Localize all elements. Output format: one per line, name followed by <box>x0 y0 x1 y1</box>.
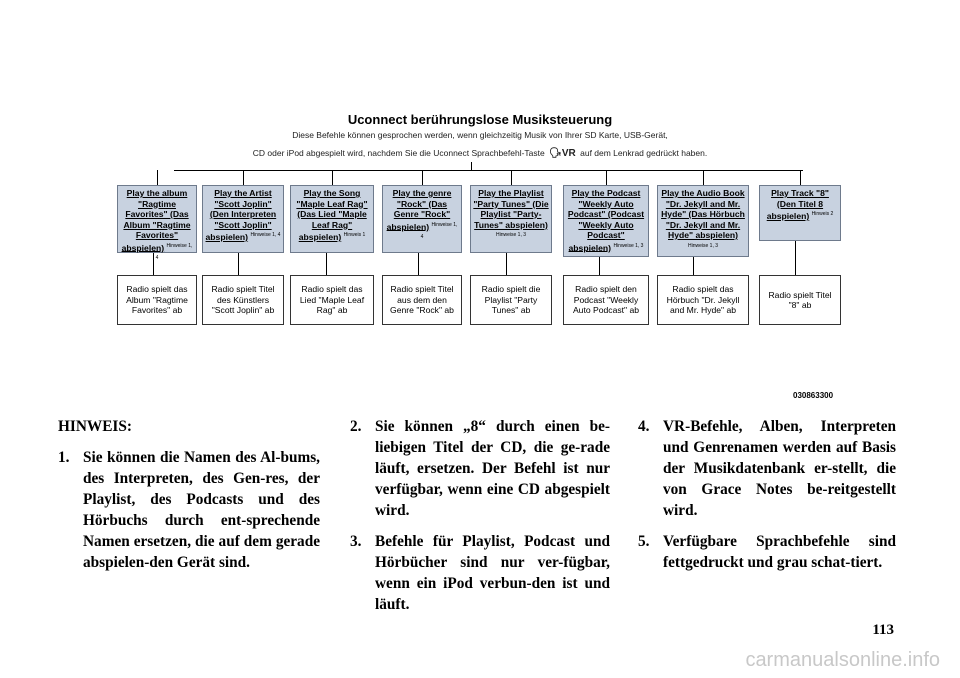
connector-response <box>238 253 239 275</box>
diagram-subtitle-line1: Diese Befehle können gesprochen werden, wenn gleichzeitig Musik von Ihrer SD Karte, USB-Gerät, <box>292 130 668 140</box>
connector-response <box>326 253 327 275</box>
note-text: Befehle für Playlist, Podcast und Hörbücher sind nur ver-fügbar, wenn ein iPod verbun-den ist und läuft. <box>375 533 610 613</box>
connector-response <box>418 253 419 275</box>
connector-response <box>693 257 694 275</box>
subtitle-text-a: CD oder iPod abgespielt wird, nachdem Sie die Uconnect Sprachbefehl-Taste <box>252 148 545 158</box>
note-item <box>638 416 896 521</box>
connector-bus <box>174 170 803 171</box>
voice-command-box <box>470 185 552 253</box>
connector-drop <box>800 170 801 185</box>
subtitle-text-b: auf dem Lenkrad gedrückt haben. <box>580 148 708 158</box>
radio-response-box: Radio spielt das Lied "Maple Leaf Rag" ab <box>290 275 374 325</box>
connector-response <box>795 241 796 275</box>
note-item <box>58 447 320 573</box>
notes-column-1 <box>58 416 320 583</box>
note-item <box>638 531 896 573</box>
command-hint-ref: Hinweise 1, 4 <box>250 232 281 238</box>
diagram-subtitle-line2 <box>0 148 960 159</box>
command-hint-ref: Hinweise 1, 4 <box>420 221 458 240</box>
page-number: 113 <box>872 622 894 638</box>
notes-heading: HINWEIS: <box>58 418 132 435</box>
radio-response-box: Radio spielt den Podcast "Weekly Auto Podcast" ab <box>563 275 649 325</box>
voice-command-text: Play the Audio Book "Dr. Jekyll and Mr. Hyde" (Das Hörbuch "Dr. Jekyll and Mr. Hyde" abspielen) <box>661 188 745 240</box>
connector-trunk <box>471 162 472 170</box>
note-text: Sie können die Namen des Al-bums, des Interpreten, des Gen-res, der Playlist, des Podcasts und des Hörbuchs durch ent-sprechende Namen ersetzen, die auf dem gerade abspielen-den Gerät sind. <box>83 449 320 571</box>
voice-command-box <box>382 185 462 253</box>
connector-drop <box>422 170 423 185</box>
radio-response-box: Radio spielt Titel aus dem den Genre "Rock" ab <box>382 275 462 325</box>
connector-response <box>153 253 154 275</box>
figure-code: 030863300 <box>793 391 834 400</box>
voice-command-box <box>117 185 197 261</box>
radio-response-box: Radio spielt das Album "Ragtime Favorites" ab <box>117 275 197 325</box>
connector-response <box>599 257 600 275</box>
voice-command-box <box>657 185 749 257</box>
note-number: 4. <box>638 418 650 435</box>
command-hint-ref: Hinweise 1, 3 <box>687 242 718 249</box>
notes-column-3 <box>638 416 896 583</box>
connector-drop <box>511 170 512 185</box>
connector-drop <box>606 170 607 185</box>
note-text: VR-Befehle, Alben, Interpreten und Genrenamen werden auf Basis der Musikdatenbank er-stellt, die von Grace Notes be-reitgestellt wird. <box>663 418 896 519</box>
connector-drop <box>243 170 244 185</box>
connector-drop <box>703 170 704 185</box>
watermark: carmanualsonline.info <box>745 649 940 671</box>
voice-command-text: Play the Song "Maple Leaf Rag" (Das Lied "Maple Leaf Rag" abspielen) <box>296 188 368 242</box>
command-hint-ref: Hinweis 1 <box>343 232 366 238</box>
command-hint-ref: Hinweise 1, 4 <box>155 242 193 261</box>
connector-response <box>506 253 507 275</box>
note-number: 1. <box>58 449 70 466</box>
command-hint-ref: Hinweis 2 <box>811 211 834 217</box>
voice-command-box <box>759 185 841 241</box>
voice-command-text: Play the Artist "Scott Joplin" (Den Interpreten "Scott Joplin" abspielen) <box>205 188 277 242</box>
note-number: 5. <box>638 533 650 550</box>
connector-drop <box>157 170 158 185</box>
voice-command-text: Play Track "8" (Den Titel 8 abspielen) <box>766 188 829 221</box>
command-hint-ref: Hinweise 1, 3 <box>495 232 526 238</box>
connector-drop <box>332 170 333 185</box>
radio-response-box: Radio spielt die Playlist "Party Tunes" ab <box>470 275 552 325</box>
voice-command-icon: 🗣VR <box>549 148 576 159</box>
radio-response-box: Radio spielt Titel "8" ab <box>759 275 841 325</box>
diagram-title: Uconnect berührungslose Musiksteuerung <box>347 112 613 127</box>
voice-command-text: Play the Podcast "Weekly Auto Podcast" (Podcast "Weekly Auto Podcast" abspielen) <box>567 188 645 253</box>
vr-label: VR <box>561 148 576 159</box>
voice-command-box <box>202 185 284 253</box>
voice-command-box <box>290 185 374 253</box>
notes-column-2 <box>350 416 610 625</box>
note-item <box>350 531 610 615</box>
radio-response-box: Radio spielt Titel des Künstlers "Scott Joplin" ab <box>202 275 284 325</box>
note-number: 2. <box>350 418 362 435</box>
voice-command-box <box>563 185 649 257</box>
note-item <box>350 416 610 521</box>
radio-response-box: Radio spielt das Hörbuch "Dr. Jekyll and Mr. Hyde" ab <box>657 275 749 325</box>
voice-command-text: Play the album "Ragtime Favorites" (Das Album "Ragtime Favorites" abspielen) <box>121 188 191 253</box>
voice-command-text: Play the Playlist "Party Tunes" (Die Playlist "Party-Tunes" abspielen) <box>473 188 549 230</box>
note-text: Verfügbare Sprachbefehle sind fettgedruckt und grau schat-tiert. <box>663 533 896 571</box>
voice-command-text: Play the genre "Rock" (Das Genre "Rock" abspielen) <box>386 188 452 232</box>
note-text: Sie können „8“ durch einen be-liebigen Titel der CD, die ge-rade läuft, ersetzen. Der Befehl ist nur verfügbar, wenn eine CD abgespielt wird. <box>375 418 610 519</box>
note-number: 3. <box>350 533 362 550</box>
command-hint-ref: Hinweise 1, 3 <box>613 242 644 249</box>
